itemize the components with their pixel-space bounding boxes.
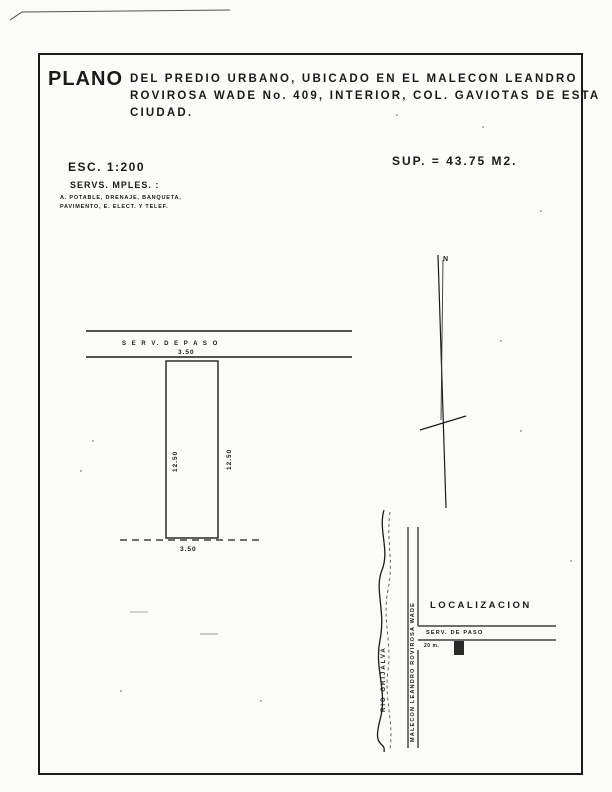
north-arrow-line	[438, 255, 446, 508]
north-label: N	[443, 256, 451, 263]
location-heading: LOCALIZACION	[430, 600, 532, 611]
location-river-label: RIO GRIJALVA	[381, 646, 387, 712]
services-line-2: PAVIMENTO, E. ELECT. Y TELEF.	[60, 204, 169, 210]
plan-top-width: 3.50	[178, 349, 195, 356]
location-road-label: SERV. DE PASO	[426, 630, 484, 636]
plan-right-length: 12.50	[226, 448, 233, 470]
location-distance: 20 m.	[424, 643, 440, 649]
title-first-word: PLANO	[48, 68, 123, 90]
location-lot-marker	[454, 641, 464, 655]
river-bank-dashed	[386, 512, 391, 750]
plan-bottom-width: 3.50	[180, 546, 197, 553]
scale-label: ESC. 1:200	[68, 160, 146, 174]
services-line-1: A. POTABLE, DRENAJE, BANQUETA,	[60, 195, 182, 201]
area-label: SUP. = 43.75 M2.	[392, 154, 518, 168]
plan-road-label: S E R V. D E P A S O	[122, 341, 220, 347]
plan-left-length: 12.50	[172, 450, 179, 472]
river-bank-line	[378, 510, 385, 752]
location-street-label: MALECON LEANDRO ROVIROSA WADE	[410, 601, 416, 742]
title-text: DEL PREDIO URBANO, UBICADO EN EL MALECON LEANDRO ROVIROSA WADE No. 409, INTERIOR, COL. GAVIOTAS DE ESTA CIUDAD.	[130, 73, 601, 119]
services-heading: SERVS. MPLES. :	[70, 180, 160, 190]
lot-outline	[166, 361, 218, 538]
